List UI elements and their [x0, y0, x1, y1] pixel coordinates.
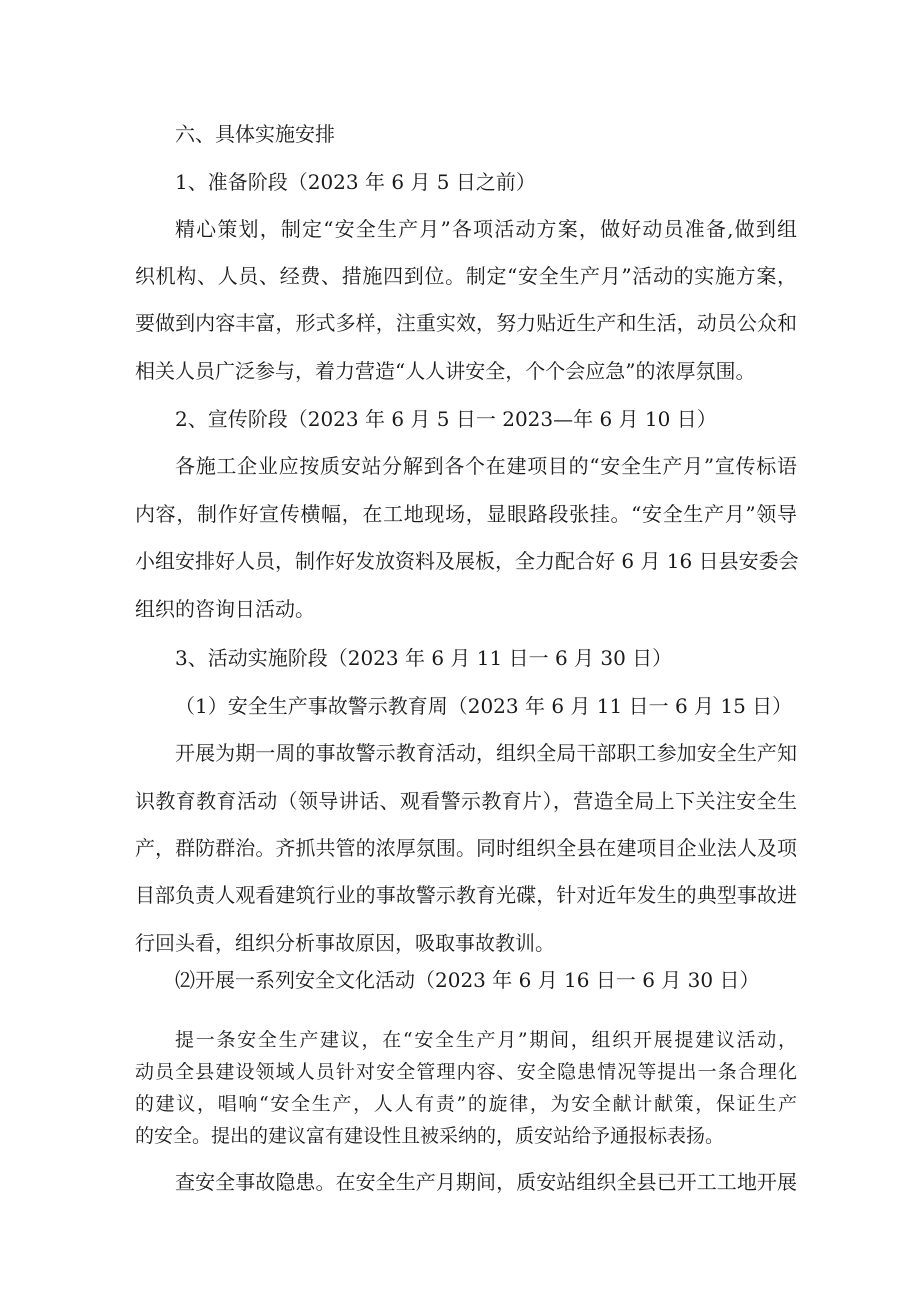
stage3-sub1-paragraph-line: 行回头看，组织分析事故原因，吸取事故教训。	[135, 931, 555, 955]
suggestion-paragraph-line: 提一条安全生产建议，在“安全生产月”期间，组织开展提建议活动，	[175, 1029, 797, 1051]
hazard-paragraph-line: 查安全事故隐患。在安全生产月期间，质安站组织全县已开工工地开展	[175, 1170, 797, 1194]
stage3-sub1-heading: （1）安全生产事故警示教育周（2023 年 6 月 11 日一 6 月 15 日）	[175, 694, 793, 718]
stage3-heading: 3、活动实施阶段（2023 年 6 月 11 日一 6 月 30 日）	[175, 646, 673, 670]
stage2-paragraph-line: 各施工企业应按质安站分解到各个在建项目的“安全生产月”宣传标语	[175, 454, 797, 478]
stage1-paragraph-line: 相关人员广泛参与，着力营造“人人讲安全，个个会应急”的浓厚氛围。	[135, 359, 756, 383]
stage2-paragraph-line: 小组安排好人员，制作好发放资料及展板，全力配合好 6 月 16 日县安委会	[135, 549, 799, 573]
stage2-heading: 2、宣传阶段（2023 年 6 月 5 日一 2023—年 6 月 10 日）	[175, 407, 717, 431]
suggestion-paragraph-line: 动员全县建设领域人员针对安全管理内容、安全隐患情况等提出一条合理化	[135, 1061, 797, 1083]
section-heading: 六、具体实施安排	[175, 122, 335, 146]
stage1-paragraph-line: 要做到内容丰富，形式多样，注重实效，努力贴近生产和生活，动员公众和	[135, 311, 797, 335]
stage2-paragraph-line: 组织的咨询日活动。	[135, 597, 315, 621]
suggestion-paragraph-line: 的建议，唱响“安全生产，人人有责”的旋律，为安全献计献策，保证生产	[135, 1093, 797, 1115]
suggestion-paragraph-line: 的安全。提出的建议富有建设性且被采纳的，质安站给予通报标表扬。	[135, 1125, 725, 1147]
stage3-sub1-paragraph-line: 识教育教育活动（领导讲话、观看警示教育片），营造全局上下关注安全生	[135, 789, 797, 813]
stage3-sub2-heading: ⑵开展一系列安全文化活动（2023 年 6 月 16 日一 6 月 30 日）	[175, 968, 760, 992]
stage3-sub1-paragraph-line: 产，群防群治。齐抓共管的浓厚氛围。同时组织全县在建项目企业法人及项	[135, 836, 797, 860]
stage2-paragraph-line: 内容，制作好宣传横幅，在工地现场，显眼路段张挂。“安全生产月”领导	[135, 502, 797, 526]
stage3-sub1-paragraph-line: 目部负责人观看建筑行业的事故警示教育光碟，针对近年发生的典型事故进	[135, 883, 797, 907]
stage3-sub1-paragraph-line: 开展为期一周的事故警示教育活动，组织全局干部职工参加安全生产知	[175, 741, 797, 765]
stage1-paragraph-line: 织机构、人员、经费、措施四到位。制定“安全生产月”活动的实施方案，	[135, 264, 797, 288]
stage1-heading: 1、准备阶段（2023 年 6 月 5 日之前）	[175, 170, 536, 194]
stage1-paragraph-line: 精心策划，制定“安全生产月”各项活动方案，做好动员准备,做到组	[175, 217, 797, 241]
